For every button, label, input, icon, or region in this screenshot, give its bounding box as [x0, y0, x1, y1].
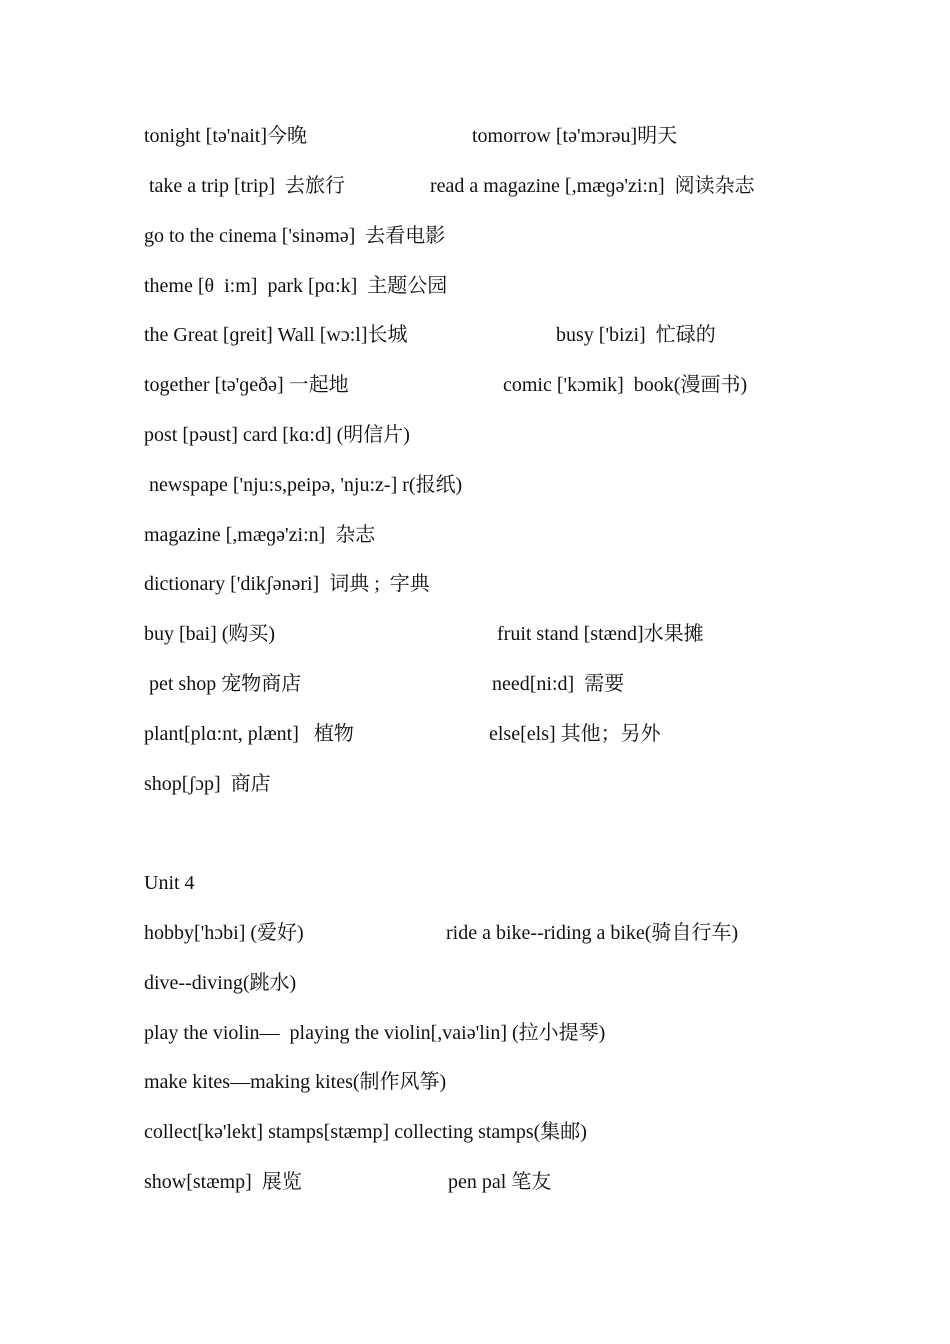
vocab-row	[0, 719, 950, 749]
vocab-entry: fruit stand [stænd]水果摊	[497, 623, 704, 645]
vocab-row	[0, 221, 950, 251]
vocab-row	[0, 271, 950, 301]
vocab-row	[0, 320, 950, 350]
vocab-entry: theme [θ i:m] park [pɑ:k] 主题公园	[144, 275, 448, 297]
vocab-entry: take a trip [trip] 去旅行	[144, 175, 346, 197]
vocab-entry: dive--diving(跳水)	[144, 972, 297, 994]
vocab-row	[0, 520, 950, 550]
vocab-entry: newspape ['nju:s,peipə, 'nju:z-] r(报纸)	[144, 474, 463, 496]
vocab-entry: shop[ʃɔp] 商店	[144, 773, 271, 795]
vocab-entry: tonight [tə'nait]今晚	[144, 125, 308, 147]
unit-title: Unit 4	[144, 872, 195, 894]
vocab-row	[0, 669, 950, 699]
vocab-entry: go to the cinema ['sinəmə] 去看电影	[144, 225, 446, 247]
vocab-entry: pen pal 笔友	[448, 1171, 552, 1193]
vocab-entry: magazine [,mæɡə'zi:n] 杂志	[144, 524, 376, 546]
vocab-entry: play the violin— playing the violin[,vaiə'lin] (拉小提琴)	[144, 1022, 606, 1044]
vocab-row	[0, 470, 950, 500]
vocab-entry: hobby['hɔbi] (爱好)	[144, 922, 304, 944]
vocab-row	[0, 968, 950, 998]
vocab-entry: ride a bike--riding a bike(骑自行车)	[446, 922, 739, 944]
vocab-row	[0, 121, 950, 151]
vocab-row	[0, 1018, 950, 1048]
vocab-entry: dictionary ['dikʃənəri] 词典 ; 字典	[144, 573, 430, 595]
vocab-entry: pet shop 宠物商店	[144, 673, 302, 695]
vocab-entry: tomorrow [tə'mɔrəu]明天	[472, 125, 678, 147]
vocab-entry: buy [bai] (购买)	[144, 623, 276, 645]
unit-heading	[0, 868, 950, 898]
vocab-entry: post [pəust] card [kɑ:d] (明信片)	[144, 424, 410, 446]
vocab-row	[0, 1167, 950, 1197]
vocab-entry: read a magazine [,mæɡə'zi:n] 阅读杂志	[430, 175, 755, 197]
vocab-row	[0, 420, 950, 450]
vocab-entry: need[ni:d] 需要	[492, 673, 625, 695]
vocab-row	[0, 1117, 950, 1147]
vocab-row	[0, 370, 950, 400]
vocab-row	[0, 619, 950, 649]
vocab-row	[0, 1067, 950, 1097]
vocab-entry: comic ['kɔmik] book(漫画书)	[503, 374, 748, 396]
vocab-entry: busy ['bizi] 忙碌的	[556, 324, 716, 346]
vocab-entry: the Great [ɡreit] Wall [wɔ:l]长城	[144, 324, 408, 346]
vocab-entry: together [tə'ɡeðə] 一起地	[144, 374, 349, 396]
vocab-entry: else[els] 其他；另外	[489, 723, 661, 745]
vocab-row	[0, 569, 950, 599]
vocab-entry: plant[plɑ:nt, plænt] 植物	[144, 723, 354, 745]
vocab-row	[0, 918, 950, 948]
vocab-row	[0, 769, 950, 799]
vocab-entry: collect[kə'lekt] stamps[stæmp] collecting stamps(集邮)	[144, 1121, 587, 1143]
vocab-entry: make kites—making kites(制作风筝)	[144, 1071, 447, 1093]
vocab-row	[0, 171, 950, 201]
vocab-entry: show[stæmp] 展览	[144, 1171, 302, 1193]
